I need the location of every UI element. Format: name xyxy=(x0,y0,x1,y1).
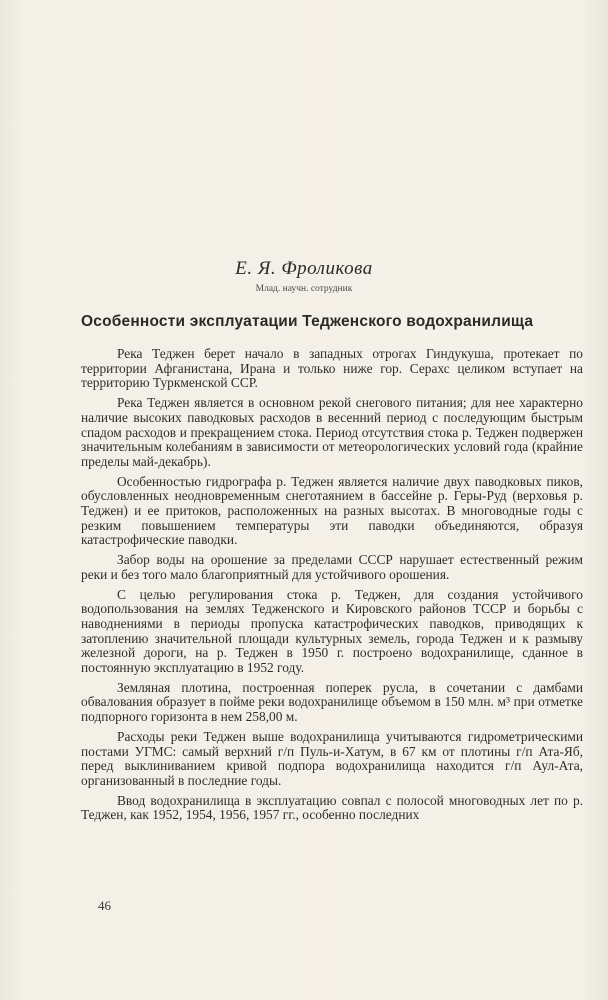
author-name: Е. Я. Фроликова xyxy=(235,258,373,279)
paragraph: Ввод водохранилища в эксплуатацию совпал с полосой многоводных лет по р. Теджен, как 1952, 1954, 1956, 1957 гг., особенно последних xyxy=(81,792,583,823)
article-title: Особенности эксплуатации Тедженского водохранилища xyxy=(81,313,534,330)
paragraph: Река Теджен берет начало в западных отрогах Гиндукуша, протекает по территории Афганистана, Ирана и только ниже гор. Серахс целиком вступает на территорию Туркменской ССР. xyxy=(81,346,583,391)
paragraph: Забор воды на орошение за пределами СССР нарушает естественный режим реки и без того мало благоприятный для устойчивого орошения. xyxy=(81,552,583,582)
page-number: 46 xyxy=(98,898,111,913)
paragraph: Земляная плотина, построенная поперек русла, в сочетании с дамбами обвалования образует в пойме реки водохранилище объемом в 150 млн. м³ при отметке подпорного горизонта в нем 258,00 м. xyxy=(81,679,583,725)
article-body xyxy=(81,347,583,828)
paragraph: Расходы реки Теджен выше водохранилища учитываются гидрометрическими постами УГМС: самый верхний г/п Пуль-и-Хатум, в 67 км от плотины г/п Ата-Яб, перед выклиниванием кривой подпора водохранилища находится г/п Аул-Ата, организованный в последние годы. xyxy=(81,728,583,788)
paragraph: С целью регулирования стока р. Теджен, для создания устойчивого водопользования на землях Тедженского и Кировского районов ТССР и борьбы с наводнениями в периоды пропуска катастрофических паводков, приводящих к затоплению значительной площади культурных земель, города Теджен и к размыву железной дороги, на р. Теджен в 1950 г. построено водохранилище, сданное в постоянную эксплуатацию в 1952 году. xyxy=(81,586,583,676)
paragraph: Особенностью гидрографа р. Теджен является наличие двух паводковых пиков, обусловленных неодновременным снеготаянием в бассейне р. Геры-Руд (верховья р. Теджен) и ее притоков, расположенных на разных высотах. В многоводные годы с резким повышением температуры эти паводки объединяются, образуя катастрофические паводки. xyxy=(81,473,583,548)
paragraph: Река Теджен является в основном рекой снегового питания; для нее характерно наличие высоких паводковых расходов в весенний период с последующим быстрым спадом расходов и прекращением стока. Период отсутствия стока р. Теджен подвержен значительным колебаниям в зависимости от метеорологических условий года (крайние пределы май-декабрь). xyxy=(81,395,583,469)
author-position: Млад. научн. сотрудник xyxy=(255,284,353,294)
